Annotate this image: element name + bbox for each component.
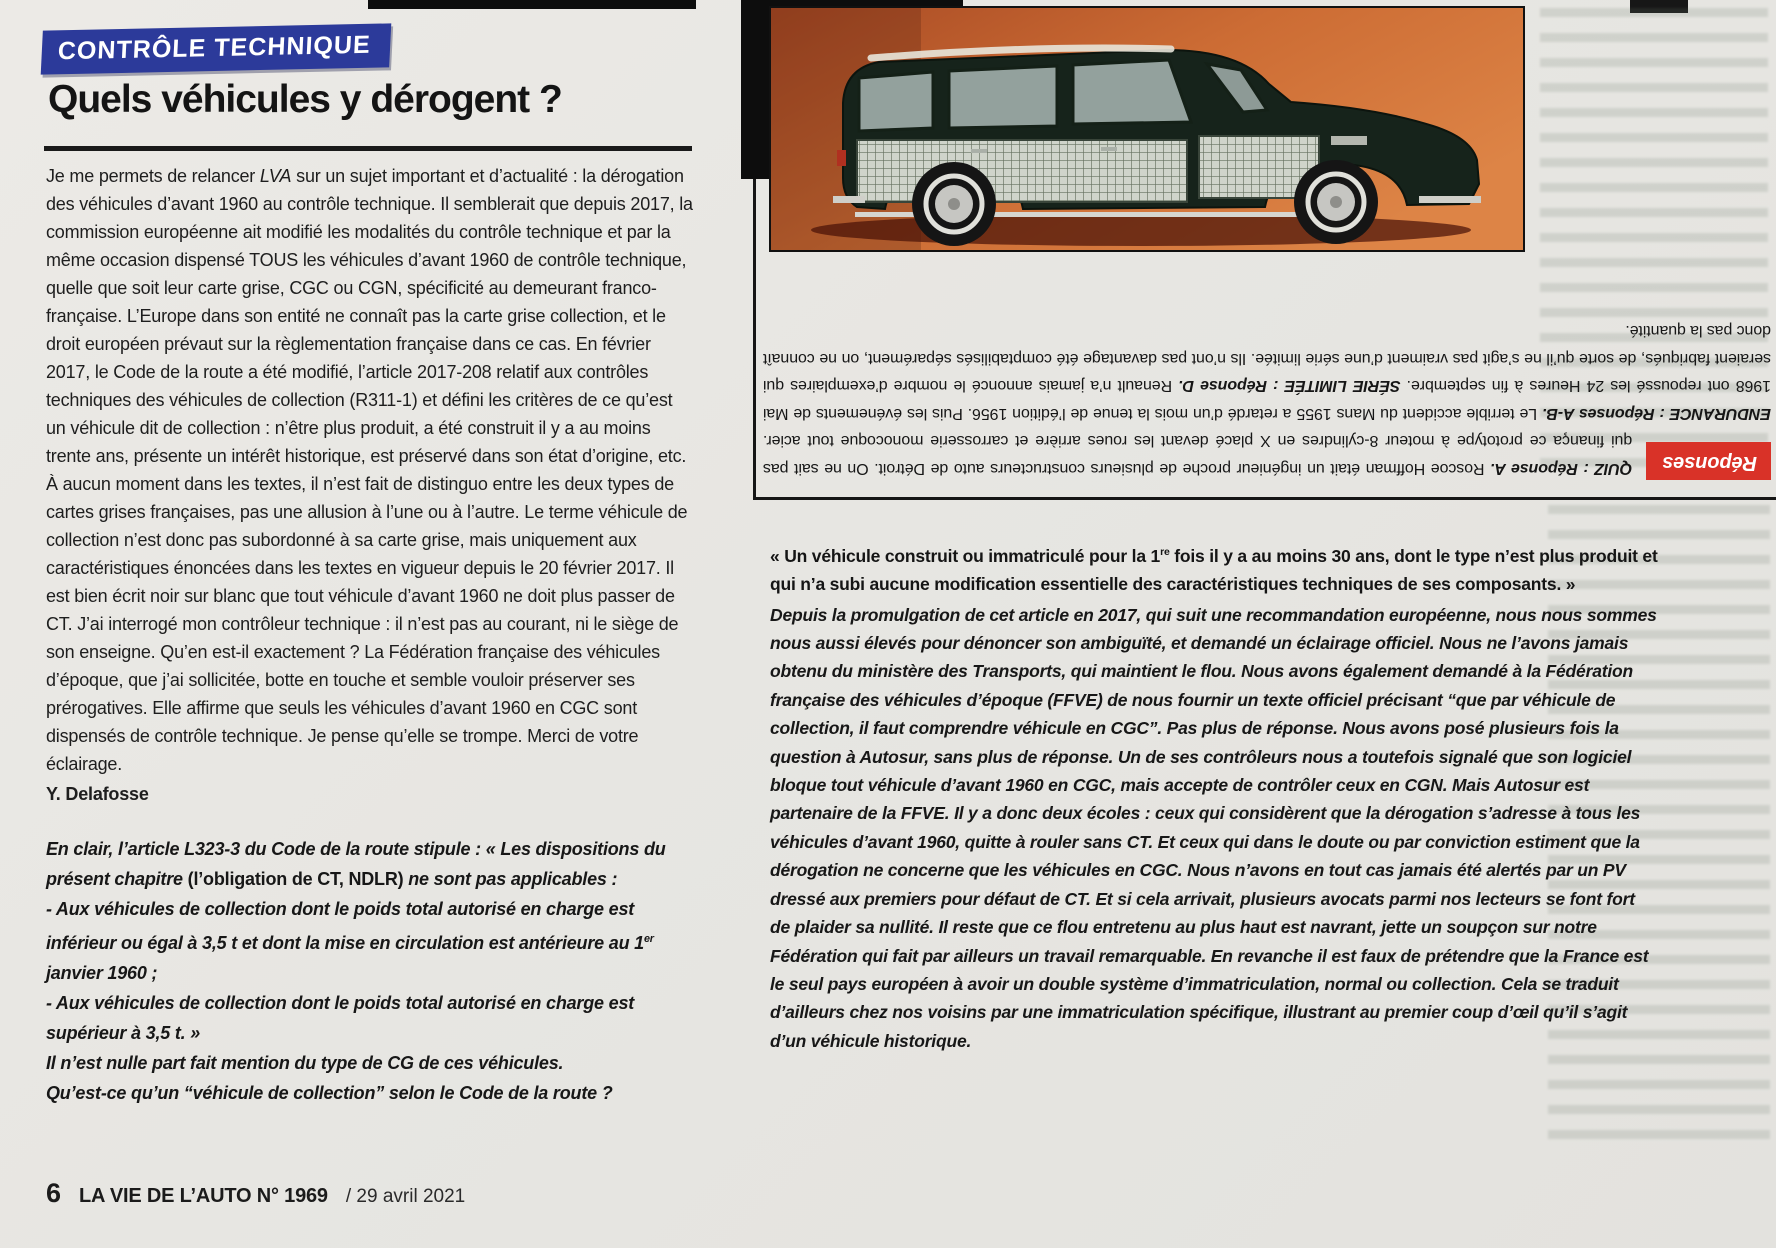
quote-start: « Un véhicule construit ou immatriculé pour la 1 bbox=[770, 545, 1161, 566]
answer-serie-label: SÉRIE LIMITÉE : Réponse D. bbox=[1178, 377, 1401, 395]
legal-mention: Il n’est nulle part fait mention du type de CG de ces véhicules. bbox=[46, 1053, 564, 1073]
answer-serie-text: Renault n’a jamais annoncé le nombre d’exemplaires qui seraient fabriqués, de sorte qu’il ne s’agit pas vraiment d’une série limitée. Ils n’ont pas davantage été comptabilisés séparément, on ne connaît donc pas la quantité. bbox=[763, 322, 1771, 395]
page-footer bbox=[46, 1178, 465, 1209]
legal-item2: - Aux véhicules de collection dont le poids total autorisé en charge est supérieur à 3,5 t. » bbox=[46, 993, 635, 1043]
issue-date: / 29 avril 2021 bbox=[345, 1186, 466, 1207]
legal-note bbox=[46, 834, 696, 1108]
section-kicker-badge: CONTRÔLE TECHNIQUE bbox=[41, 23, 392, 74]
rear-wheel bbox=[912, 162, 996, 246]
page-number: 6 bbox=[46, 1178, 62, 1208]
renault4-illustration bbox=[771, 8, 1523, 250]
scan-black-bar bbox=[368, 0, 696, 9]
answer-endurance-text: Le terrible accident du Mans 1955 a retardé d’un mois la tenue de l’édition 1956. Puis les événements de Mai 1968 ont repoussé les 24 Heures à fin septembre. bbox=[763, 377, 1771, 422]
legal-lead-end: ne sont pas applicables : bbox=[403, 869, 618, 889]
quote-end: fois il y a au moins 30 ans, dont le type n’est plus produit et qui n’a subi aucune modification essentielle des caractéristiques techniques de ses composants. » bbox=[770, 545, 1658, 595]
answer-quiz-text: Roscoe Hoffman était un ingénieur proche de plusieurs constructeurs auto de Détroit. On ne sait pas qui finança ce prototype à moteur 8-cylindres en X placé devant les roues arrière et carrosserie monocoque tout acier. bbox=[763, 432, 1633, 477]
legal-item1-sup: er bbox=[644, 933, 654, 945]
editorial-column bbox=[770, 538, 1658, 1055]
legal-item1: - Aux véhicules de collection dont le poids total autorisé en charge est inférieur ou égal à 3,5 t et dont la mise en circulation est antérieure au 1 bbox=[46, 899, 644, 953]
quiz-answers-upside-down bbox=[763, 258, 1771, 482]
reader-letter-text bbox=[46, 162, 696, 778]
legal-item1-end: janvier 1960 ; bbox=[46, 963, 158, 983]
legal-lead: En clair, l’article L323-3 du Code de la route stipule : « Les dispositions du présent chapitre bbox=[46, 839, 666, 889]
page-title: Quels véhicules y dérogent ? bbox=[48, 78, 562, 121]
letter-body: sur un sujet important et d’actualité : la dérogation des véhicules d’avant 1960 au contrôle technique. Il semblerait que depuis 2017, la commission européenne ait modifié les modalités du contrôle technique et par la même occasion dispensé TOUS les véhicules d’avant 1960 de contrôle technique, quelle que soit leur carte grise, CGC ou CGN, spécificité au demeurant franco-française. L’Europe dans son entité ne connaît pas la carte grise collection, et le droit européen prévaut sur la règlementation française dans ce cas. En février 2017, le Code de la route a été modifié, l’article 2017-208 relatif aux contrôles techniques des véhicules de collection (R311-1) et défini les critères de ce qu’est un véhicule dit de collection : n’être plus produit, a été construit il y a au moins trente ans, présente un intérêt historique, est préservé dans son état d’origine, etc. À aucun moment dans les textes, il n’est fait de distinguo entre les deux types de cartes grises françaises, pas une allusion à l’une ou à l’autre. Le terme véhicule de collection n’est donc pas subordonné à sa carte grise, mais uniquement aux caractéristiques énoncées dans les textes en vigueur depuis le 20 février 2017. Il est bien écrit noir sur blanc que tout véhicule d’avant 1960 ne doit plus passer de CT. J’ai interrogé mon contrôleur technique : il n’est pas au courant, ni le siège de son enseigne. Qu’en est-il exactement ? La Fédération française des véhicules d’époque, que j’ai sollicitée, botte en touche et semble vouloir préserver ses prérogatives. Elle affirme que seuls les véhicules d’avant 1960 en CGC sont dispensés de contrôle technique. Je pense qu’elle se trompe. Merci de votre éclairage. bbox=[46, 166, 693, 774]
legal-question: Qu’est-ce qu’un “véhicule de collection” selon le Code de la route ? bbox=[46, 1083, 613, 1103]
classic-car-photo bbox=[769, 6, 1525, 252]
answers-badge: Réponses bbox=[1646, 443, 1771, 481]
legal-ndlr: (l’obligation de CT, NDLR) bbox=[187, 869, 404, 889]
reader-letter-column bbox=[46, 162, 696, 1108]
lva-italic: LVA bbox=[259, 166, 292, 186]
title-rule bbox=[44, 146, 692, 151]
quote-sup: re bbox=[1160, 546, 1170, 558]
editorial-text: Depuis la promulgation de cet article en 2017, qui suit une recommandation européenne, nous nous sommes nous aussi élevés pour dénoncer son ambiguïté, et demandé un éclairage officiel. Nous ne l’avons jamais obtenu du ministère des Transports, qui maintient le flou. Nous avons également demandé à la Fédération française des véhicules d’époque (FFVE) de nous fournir un texte officiel précisant “que par véhicule de collection, il faut comprendre véhicule en CGC”. Pas plus de réponse. Nous avons posé plusieurs fois la question à Autosur, sans plus de réponse. Un de ses contrôleurs nous a toutefois signalé que son logiciel bloque tout véhicule d’avant 1960 en CGC, mais accepte de contrôler ceux en CGN. Mais Autosur est partenaire de la FFVE. Il y a donc deux écoles : ceux qui considèrent que la dérogation s’adresse à tous les véhicules d’avant 1960, quitte à rouler sans CT. Et ceux qui dans le doute ou par conviction estiment que la dérogation ne concerne que les véhicules en CGC. Nous n’avons en tout cas jamais été alertés par un PV dressé aux premiers pour défaut de CT. Et si cela arrivait, plusieurs avocats parmi nos lecteurs se font fort de plaider sa nullité. Il reste que ce flou entretenu au plus haut est navrant, jette un soupçon sur notre Fédération qui fait par ailleurs un travail remarquable. En revanche il est faux de prétendre que la France est le seul pays européen à avoir un double système d’immatriculation, normal ou collection. Cela se traduit d’ailleurs chez nos voisins par une immatriculation spécifique, illustrant au premier coup d’œil qu’il s’agit d’un véhicule historique. bbox=[770, 604, 1657, 1051]
front-wheel bbox=[1294, 160, 1378, 244]
magazine-name: LA VIE DE L’AUTO N° 1969 bbox=[79, 1185, 328, 1207]
code-quote bbox=[770, 538, 1658, 599]
answer-endurance-label: ENDURANCE : Réponses A-B. bbox=[1542, 405, 1771, 422]
answer-quiz-label: QUIZ : Réponse A. bbox=[1490, 460, 1633, 477]
letter-intro: Je me permets de relancer bbox=[46, 166, 260, 186]
letter-signature: Y. Delafosse bbox=[46, 784, 149, 804]
